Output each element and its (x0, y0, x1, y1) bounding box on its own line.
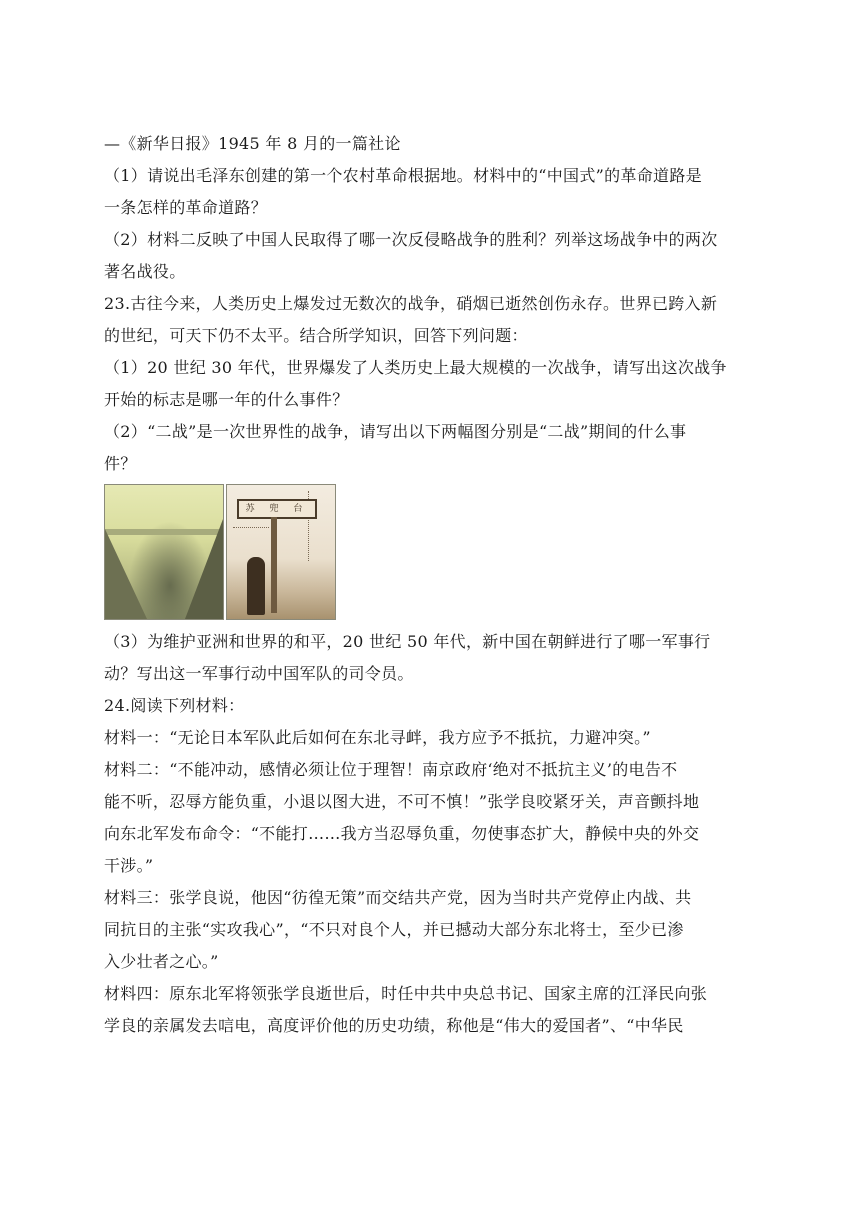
question-22-2-line-1: （2）材料二反映了中国人民取得了哪一次反侵略战争的胜利？列举这场战争中的两次 (104, 230, 718, 249)
question-22-1-line-1: （1）请说出毛泽东创建的第一个农村革命根据地。材料中的“中国式”的革命道路是 (104, 166, 702, 185)
sign-board: 苏 兜 台 (237, 499, 317, 519)
material-3-line-2: 同抗日的主张“实攻我心”，“不只对良个人，并已撼动大部分东北将士，至少已渗 (104, 920, 684, 939)
material-2-line-3: 向东北军发布命令：“不能打……我方当忍辱负重，勿使事态扩大，静候中央的外交 (104, 824, 700, 843)
material-2-line-2: 能不听，忍辱方能负重，小退以图大进，不可不慎！”张学良咬紧牙关，声音颤抖地 (104, 792, 700, 811)
material-1: 材料一：“无论日本军队此后如何在东北寻衅，我方应予不抵抗，力避冲突。” (104, 728, 651, 747)
question-22-2-line-2: 著名战役。 (104, 262, 186, 281)
question-23-3-line-2: 动？写出这一军事行动中国军队的司令员。 (104, 664, 414, 683)
signpost-photo-icon (226, 484, 336, 620)
question-24-title: 24.阅读下列材料： (104, 696, 245, 715)
material-2-line-4: 干涉。” (104, 856, 154, 875)
material-3-line-1: 材料三：张学良说，他因“彷徨无策”而交结共产党，因为当时共产党停止内战、共 (104, 888, 692, 907)
material-3-line-3: 入少壮者之心。” (104, 952, 219, 971)
question-23-2-line-2: 件？ (104, 454, 137, 473)
question-22-1-line-2: 一条怎样的革命道路？ (104, 198, 268, 217)
question-23-images (104, 484, 764, 620)
source-citation: —《新华日报》1945 年 8 月的一篇社论 (104, 134, 401, 153)
question-23-intro-line-2: 的世纪，可天下仍不太平。结合所学知识，回答下列问题： (104, 326, 528, 345)
landing-craft-photo-icon (104, 484, 224, 620)
question-23-1-line-2: 开始的标志是哪一年的什么事件？ (104, 390, 349, 409)
material-4-line-1: 材料四：原东北军将领张学良逝世后，时任中共中央总书记、国家主席的江泽民向张 (104, 984, 708, 1003)
material-4-line-2: 学良的亲属发去唁电，高度评价他的历史功绩，称他是“伟大的爱国者”、“中华民 (104, 1016, 684, 1035)
question-23-2-line-1: （2）“二战”是一次世界性的战争，请写出以下两幅图分别是“二战”期间的什么事 (104, 422, 687, 441)
material-2-line-1: 材料二：“不能冲动，感情必须让位于理智！南京政府‘绝对不抵抗主义’的电告不 (104, 760, 678, 779)
document-page (104, 128, 764, 1042)
question-23-intro-line-1: 23.古往今来，人类历史上爆发过无数次的战争，硝烟已逝然创伤永存。世界已跨入新 (104, 294, 718, 313)
question-23-3-line-1: （3）为维护亚洲和世界的和平，20 世纪 50 年代，新中国在朝鲜进行了哪一军事行 (104, 632, 711, 651)
question-23-1-line-1: （1）20 世纪 30 年代，世界爆发了人类历史上最大规模的一次战争，请写出这次战争 (104, 358, 727, 377)
